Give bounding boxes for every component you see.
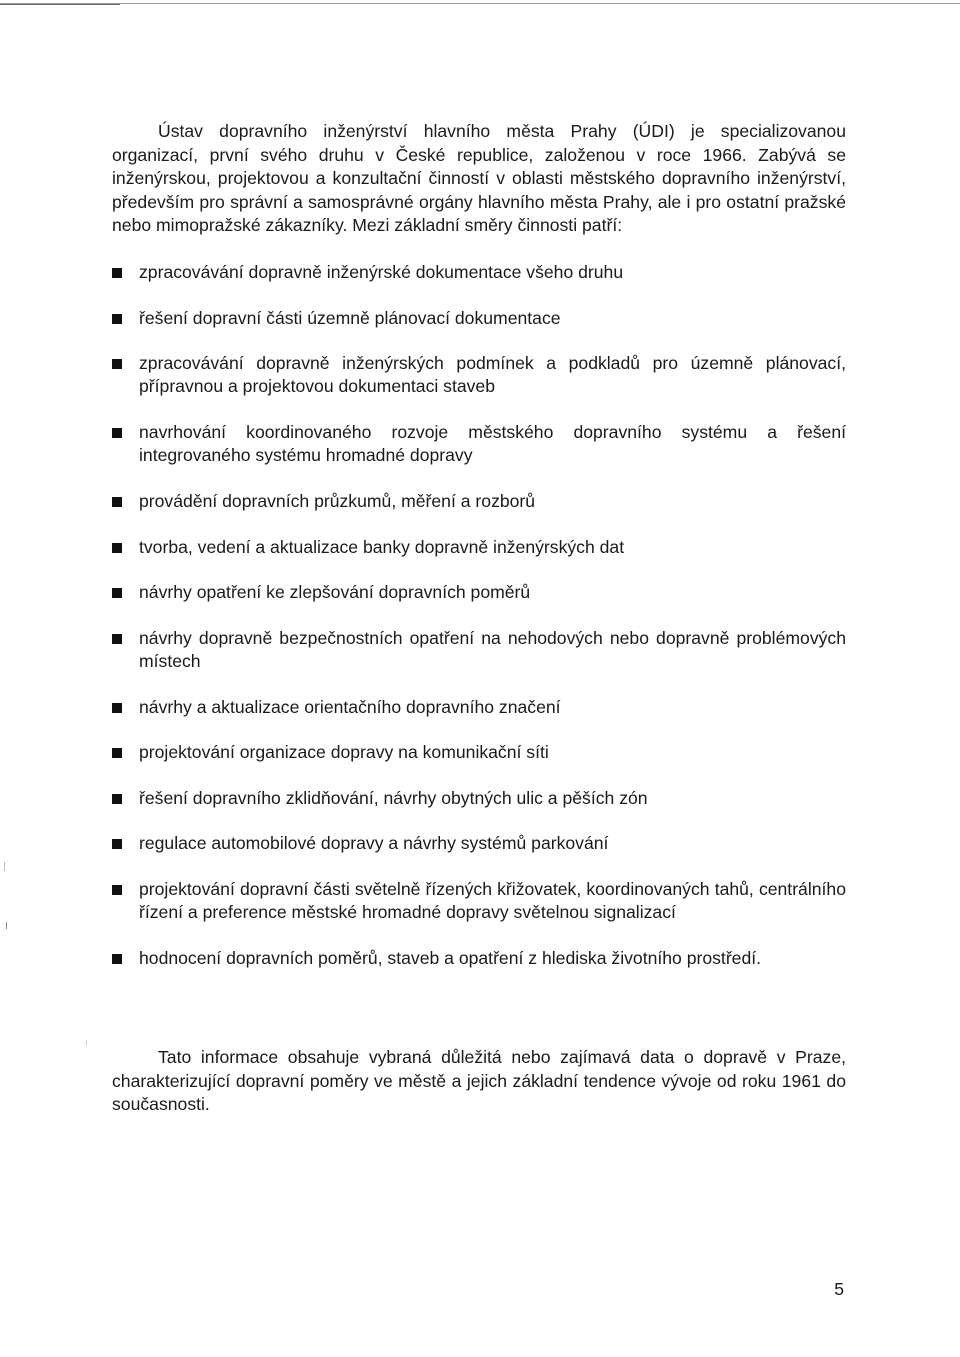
list-item [112, 307, 846, 330]
square-bullet-icon [112, 885, 122, 895]
page-number: 5 [834, 1279, 844, 1299]
list-item [112, 696, 846, 719]
list-item [112, 421, 846, 468]
square-bullet-icon [112, 497, 122, 507]
list-item-text: návrhy opatření ke zlepšování dopravních poměrů [139, 582, 531, 603]
list-item [112, 352, 846, 399]
list-item [112, 947, 846, 970]
list-item-text: projektování dopravní části světelně řízených křižovatek, koordinovaných tahů, centrálního řízení a preference městské hromadné dopravy světelnou signalizací [139, 879, 846, 923]
list-item-text: hodnocení dopravních poměrů, staveb a opatření z hlediska životního prostředí. [139, 947, 762, 968]
scan-margin-mark [86, 1040, 87, 1046]
list-item-text: projektování organizace dopravy na komunikační síti [139, 742, 549, 763]
list-item-text: zpracovávání dopravně inženýrských podmínek a podkladů pro územně plánovací, přípravnou a projektovou dokumentaci staveb [139, 353, 846, 397]
square-bullet-icon [112, 314, 122, 324]
square-bullet-icon [112, 588, 122, 598]
list-item-text: zpracovávání dopravně inženýrské dokumentace všeho druhu [139, 262, 624, 282]
list-item-text: regulace automobilové dopravy a návrhy systémů parkování [139, 833, 609, 854]
list-item-text: provádění dopravních průzkumů, měření a rozborů [139, 490, 536, 511]
top-edge-rule [0, 3, 960, 4]
square-bullet-icon [112, 748, 122, 758]
list-item [112, 581, 846, 604]
square-bullet-icon [112, 794, 122, 804]
list-item [112, 787, 846, 810]
list-item [112, 536, 846, 559]
top-edge-rule-accent [0, 4, 120, 5]
list-item-text: řešení dopravní části územně plánovací dokumentace [139, 307, 561, 328]
list-item [112, 627, 846, 674]
square-bullet-icon [112, 543, 122, 553]
intro-paragraph: Ústav dopravního inženýrství hlavního města Prahy (ÚDI) je specializovanou organizací, první svého druhu v České republice, založenou v roce 1966. Zabývá se inženýrskou, projektovou a konzultační činností v oblasti městského dopravního inženýrství, především pro správní a samosprávné orgány hlavního města Prahy, ale i pro ostatní pražské nebo mimopražské zákazníky. Mezi základní směry činnosti patří: [112, 121, 846, 235]
list-item [112, 878, 846, 925]
list-item [112, 741, 846, 764]
square-bullet-icon [112, 634, 122, 644]
activity-list [112, 261, 846, 993]
list-item-text: návrhy dopravně bezpečnostních opatření na nehodových nebo dopravně problémových místech [139, 627, 846, 672]
square-bullet-icon [112, 703, 122, 713]
list-item [112, 490, 846, 513]
square-bullet-icon [112, 268, 122, 278]
square-bullet-icon [112, 839, 122, 849]
square-bullet-icon [112, 428, 122, 438]
square-bullet-icon [112, 359, 122, 369]
list-item-text: tvorba, vedení a aktualizace banky dopravně inženýrských dat [139, 536, 625, 557]
list-item [112, 261, 846, 284]
scan-margin-mark [4, 862, 5, 871]
list-item-text: navrhování koordinovaného rozvoje městského dopravního systému a řešení integrovaného systému hromadné dopravy [139, 422, 846, 466]
scan-margin-mark [6, 922, 7, 929]
list-item [112, 832, 846, 855]
list-item-text: řešení dopravního zklidňování, návrhy obytných ulic a pěších zón [139, 787, 648, 808]
closing-paragraph: Tato informace obsahuje vybraná důležitá nebo zajímavá data o dopravě v Praze, charakterizující dopravní poměry ve městě a jejich základní tendence vývoje od roku 1961 do současnosti. [112, 1047, 846, 1114]
square-bullet-icon [112, 954, 122, 964]
list-item-text: návrhy a aktualizace orientačního dopravního značení [139, 696, 561, 717]
